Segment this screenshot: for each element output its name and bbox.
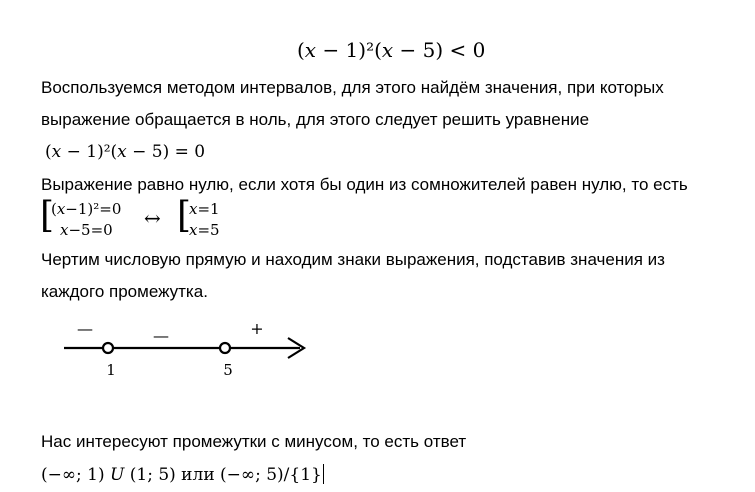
paragraph-1-line-1: Воспользуемся методом интервалов, для этого найдём значения, при которых bbox=[41, 78, 664, 97]
equation-system bbox=[40, 195, 280, 242]
paragraph-3-line-2: каждого промежутка. bbox=[41, 282, 208, 301]
right-system-line-1: 𝑥=1 bbox=[189, 200, 220, 218]
sign-middle: — bbox=[153, 326, 169, 345]
paragraph-3-line-1: Чертим числовую прямую и находим знаки выражения, подставив значения из bbox=[41, 250, 665, 269]
left-system-bracket: [ bbox=[40, 195, 55, 236]
sign-left: — bbox=[77, 319, 93, 338]
left-system-line-1: (𝑥−1)²=0 bbox=[51, 200, 122, 218]
left-system-line-2: 𝑥−5=0 bbox=[60, 221, 113, 239]
right-system-line-2: 𝑥=5 bbox=[189, 221, 220, 239]
point-1-marker bbox=[103, 343, 113, 353]
paragraph-4: Нас интересуют промежутки с минусом, то есть ответ bbox=[41, 432, 467, 451]
point-1-label: 1 bbox=[106, 361, 116, 379]
answer-text: (−∞; 1) 𝑈 (1; 5) или (−∞; 5)/{1} bbox=[41, 465, 322, 485]
paragraph-2: Выражение равно нулю, если хотя бы один из сомножителей равен нулю, то есть bbox=[41, 175, 688, 194]
sign-right: + bbox=[250, 319, 264, 338]
point-5-label: 5 bbox=[223, 361, 233, 379]
right-system-bracket: [ bbox=[177, 195, 192, 236]
equivalence-symbol: ↔ bbox=[144, 206, 161, 230]
equation-zero: (𝑥 − 1)²(𝑥 − 5) = 0 bbox=[45, 142, 206, 162]
paragraph-1-line-2: выражение обращается в ноль, для этого следует решить уравнение bbox=[41, 110, 590, 129]
title-equation: (𝑥 − 1)²(𝑥 − 5) < 0 bbox=[297, 38, 486, 62]
text-cursor bbox=[323, 464, 324, 484]
point-5-marker bbox=[220, 343, 230, 353]
number-line bbox=[0, 310, 340, 390]
answer-line[interactable] bbox=[41, 464, 324, 485]
